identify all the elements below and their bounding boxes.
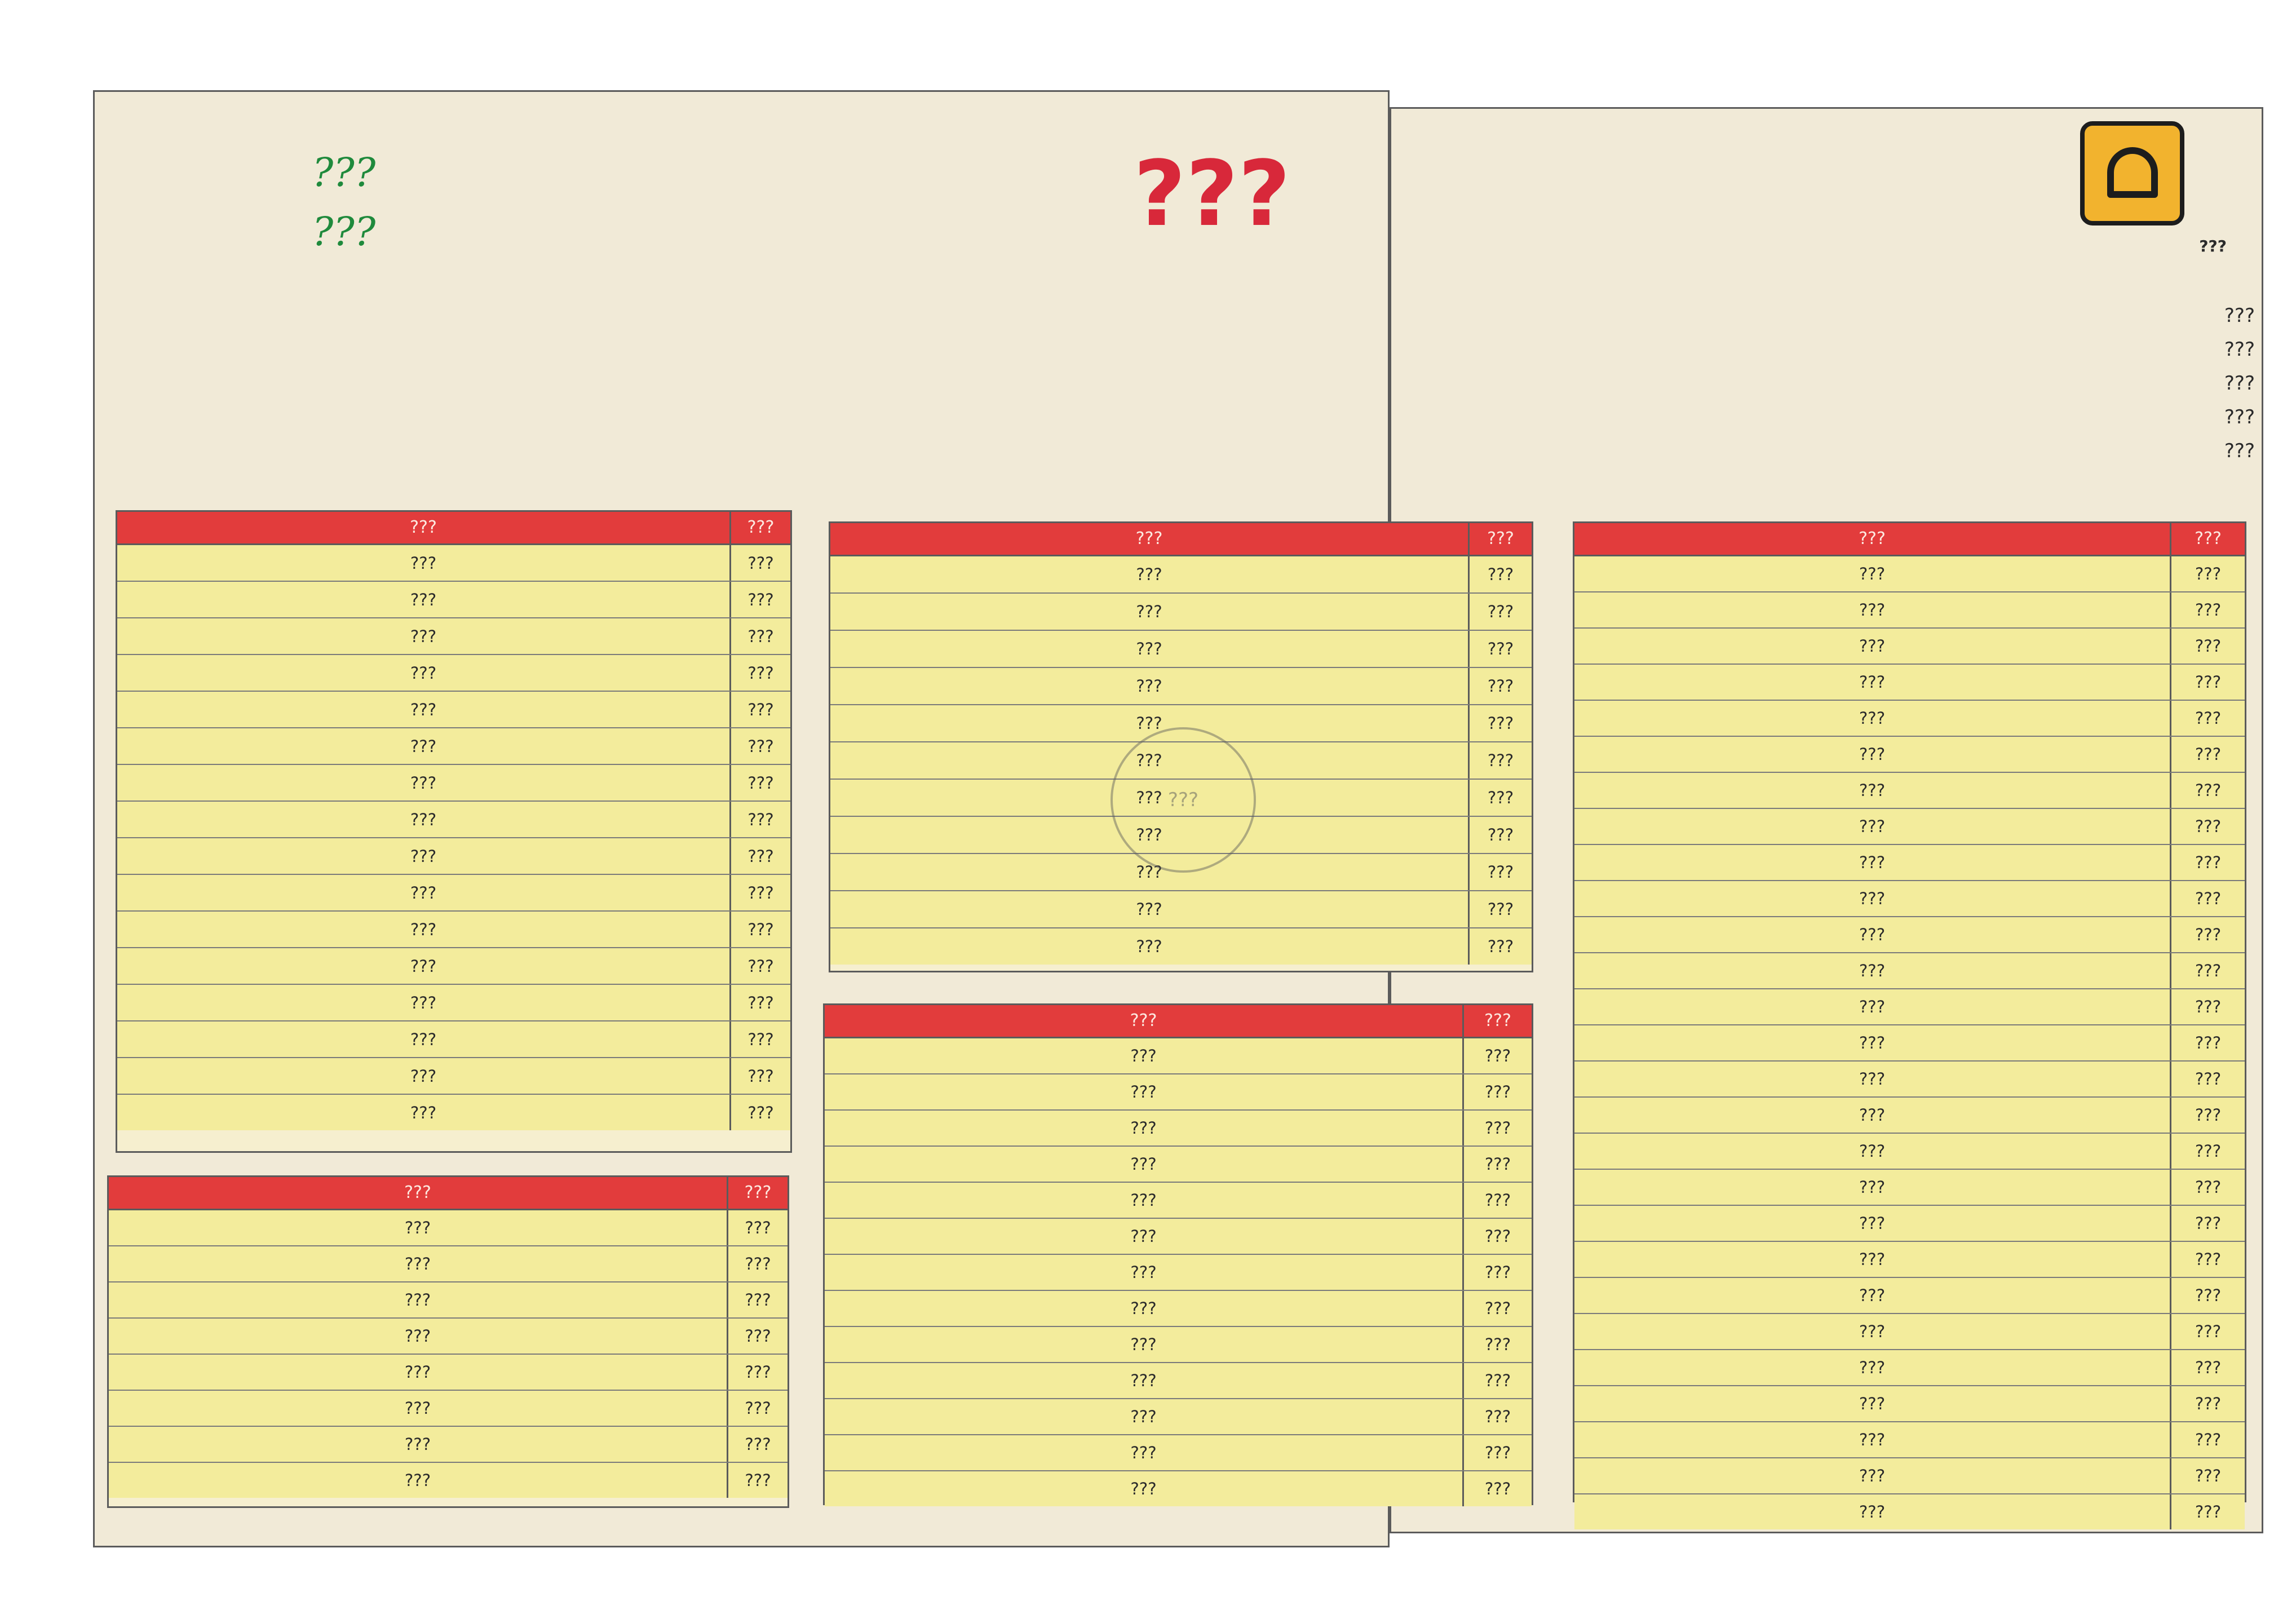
row-num-cell: ??? [1468, 928, 1532, 965]
row-num-cell: ??? [2170, 665, 2245, 700]
table-row [1574, 629, 2245, 665]
row-num-cell: ??? [2170, 1458, 2245, 1493]
items-table-left-top [116, 510, 792, 1153]
row-num-cell: ??? [2170, 1386, 2245, 1421]
row-num-cell: ??? [2170, 1206, 2245, 1241]
table-row [825, 1363, 1532, 1399]
row-num-cell: ??? [2170, 1170, 2245, 1205]
row-num-cell: ??? [2170, 1314, 2245, 1349]
table-row [830, 891, 1532, 928]
table-row [1574, 592, 2245, 629]
row-desc-cell: ??? [1136, 714, 1162, 733]
items-table-middle-bottom [823, 1003, 1533, 1505]
row-desc-cell: ??? [410, 590, 437, 609]
row-desc-cell: ??? [410, 919, 437, 939]
table-row [1574, 1134, 2245, 1170]
header-desc-cell: ??? [410, 518, 437, 537]
row-desc-cell: ??? [1859, 817, 1886, 836]
header-desc-cell: ??? [1130, 1011, 1157, 1031]
row-desc-cell: ??? [1859, 889, 1886, 908]
row-desc-cell: ??? [1859, 1502, 1886, 1522]
row-num-cell: ??? [1462, 1363, 1532, 1398]
row-num-cell: ??? [729, 912, 790, 947]
row-num-cell: ??? [1462, 1074, 1532, 1109]
table-row [830, 928, 1532, 965]
row-desc-cell: ??? [1136, 602, 1162, 621]
table-row [1574, 809, 2245, 845]
row-desc-cell: ??? [1130, 1299, 1157, 1318]
row-num-cell: ??? [2170, 1025, 2245, 1060]
row-desc-cell: ??? [1136, 676, 1162, 696]
row-desc-cell: ??? [410, 1103, 437, 1122]
page-title: ??? [1133, 141, 1291, 246]
table-row [117, 948, 790, 985]
row-desc-cell: ??? [1859, 853, 1886, 872]
table-row [1574, 1458, 2245, 1494]
row-desc-cell: ??? [1130, 1046, 1157, 1065]
row-desc-cell: ??? [1130, 1118, 1157, 1138]
row-desc-cell: ??? [1859, 997, 1886, 1016]
row-desc-cell: ??? [1130, 1443, 1157, 1462]
table-row [825, 1435, 1532, 1471]
row-num-cell: ??? [2170, 1494, 2245, 1529]
row-num-cell: ??? [729, 618, 790, 654]
table-row [117, 912, 790, 948]
row-num-cell: ??? [729, 802, 790, 837]
table-row [1574, 989, 2245, 1025]
row-num-cell: ??? [2170, 1134, 2245, 1169]
row-num-cell: ??? [1468, 854, 1532, 890]
table-header [830, 523, 1532, 556]
table-row [1574, 881, 2245, 917]
slogan-line-2: ??? [312, 209, 376, 255]
table-row [825, 1038, 1532, 1074]
table-row [1574, 917, 2245, 953]
table-row [117, 655, 790, 692]
row-num-cell: ??? [2170, 1350, 2245, 1385]
row-desc-cell: ??? [410, 993, 437, 1012]
table-row [109, 1282, 788, 1319]
row-desc-cell: ??? [1130, 1407, 1157, 1426]
table-row [825, 1291, 1532, 1327]
table-row [830, 556, 1532, 594]
table-row [109, 1463, 788, 1498]
table-row [109, 1427, 788, 1463]
metro-logo-icon [2107, 147, 2158, 198]
slogan-line-1: ??? [312, 149, 376, 196]
row-desc-cell: ??? [1859, 673, 1886, 692]
table-row [117, 1058, 790, 1095]
row-desc-cell: ??? [1859, 781, 1886, 800]
table-row [1574, 1422, 2245, 1458]
row-desc-cell: ??? [1130, 1371, 1157, 1390]
table-row [825, 1147, 1532, 1183]
row-desc-cell: ??? [410, 736, 437, 756]
table-row [117, 1095, 790, 1130]
row-desc-cell: ??? [1136, 863, 1162, 882]
row-num-cell: ??? [727, 1427, 788, 1462]
row-desc-cell: ??? [1859, 1322, 1886, 1341]
header-desc-cell: ??? [1135, 529, 1163, 549]
table-row [1574, 1206, 2245, 1242]
row-desc-cell: ??? [1859, 1105, 1886, 1125]
row-desc-cell: ??? [410, 626, 437, 646]
row-num-cell: ??? [729, 875, 790, 910]
row-desc-cell: ??? [1859, 1286, 1886, 1305]
table-row [117, 985, 790, 1021]
table-row [1574, 1170, 2245, 1206]
table-row [117, 545, 790, 582]
row-num-cell: ??? [2170, 1062, 2245, 1096]
items-table-left-bottom [107, 1175, 789, 1508]
row-desc-cell: ??? [404, 1290, 431, 1310]
table-row [109, 1210, 788, 1246]
company-name: ??? [2199, 237, 2227, 255]
table-row [1574, 1025, 2245, 1062]
row-desc-cell: ??? [404, 1218, 431, 1237]
row-desc-cell: ??? [1859, 1466, 1886, 1485]
header-num-cell: ??? [2170, 523, 2245, 555]
table-row [109, 1391, 788, 1427]
row-num-cell: ??? [1462, 1471, 1532, 1506]
watermark-stamp: ??? [1111, 727, 1256, 873]
row-desc-cell: ??? [410, 1066, 437, 1086]
row-num-cell: ??? [2170, 917, 2245, 952]
items-table-right [1573, 521, 2246, 1522]
row-desc-cell: ??? [1130, 1479, 1157, 1498]
row-desc-cell: ??? [1859, 1250, 1886, 1269]
row-desc-cell: ??? [1130, 1082, 1157, 1102]
table-row [1574, 556, 2245, 592]
table-row [1574, 845, 2245, 881]
row-num-cell: ??? [2170, 953, 2245, 988]
table-row [825, 1327, 1532, 1363]
row-desc-cell: ??? [1136, 937, 1162, 956]
row-desc-cell: ??? [410, 846, 437, 866]
intro-line-4: ??? [2224, 406, 2255, 428]
table-row [1574, 1062, 2245, 1098]
table-row [830, 631, 1532, 668]
row-num-cell: ??? [729, 1058, 790, 1094]
table-row [825, 1111, 1532, 1147]
table-row [825, 1219, 1532, 1255]
table-row [825, 1183, 1532, 1219]
row-desc-cell: ??? [1859, 925, 1886, 944]
row-desc-cell: ??? [1859, 1430, 1886, 1449]
row-desc-cell: ??? [1859, 1142, 1886, 1161]
row-num-cell: ??? [1468, 594, 1532, 630]
row-num-cell: ??? [1468, 668, 1532, 704]
header-num-cell: ??? [1462, 1005, 1532, 1037]
table-row [1574, 953, 2245, 989]
row-desc-cell: ??? [1859, 564, 1886, 583]
table-row [117, 618, 790, 655]
row-num-cell: ??? [729, 582, 790, 617]
row-num-cell: ??? [727, 1282, 788, 1317]
row-num-cell: ??? [2170, 989, 2245, 1024]
table-row [1574, 737, 2245, 773]
intro-line-5: ??? [2224, 440, 2255, 462]
row-num-cell: ??? [2170, 592, 2245, 627]
row-num-cell: ??? [1468, 742, 1532, 779]
header-desc-cell: ??? [404, 1183, 431, 1202]
row-desc-cell: ??? [1859, 709, 1886, 728]
row-desc-cell: ??? [1130, 1263, 1157, 1282]
row-desc-cell: ??? [1859, 1358, 1886, 1377]
row-num-cell: ??? [729, 692, 790, 727]
table-row [117, 582, 790, 618]
row-num-cell: ??? [1462, 1399, 1532, 1434]
table-header [117, 512, 790, 545]
row-num-cell: ??? [1462, 1111, 1532, 1146]
header-num-cell: ??? [1468, 523, 1532, 555]
header-num-cell: ??? [727, 1177, 788, 1209]
row-num-cell: ??? [2170, 845, 2245, 880]
row-num-cell: ??? [729, 1021, 790, 1057]
row-num-cell: ??? [2170, 1422, 2245, 1457]
row-desc-cell: ??? [410, 810, 437, 829]
row-desc-cell: ??? [1859, 1033, 1886, 1052]
table-row [1574, 773, 2245, 809]
intro-line-3: ??? [2224, 372, 2255, 395]
header-desc-cell: ??? [1859, 529, 1886, 549]
table-header [1574, 523, 2245, 556]
row-desc-cell: ??? [1136, 825, 1162, 844]
row-desc-cell: ??? [404, 1254, 431, 1273]
row-desc-cell: ??? [1130, 1227, 1157, 1246]
row-desc-cell: ??? [404, 1399, 431, 1418]
header-num-cell: ??? [729, 512, 790, 543]
row-num-cell: ??? [2170, 1242, 2245, 1277]
row-num-cell: ??? [729, 765, 790, 800]
table-row [1574, 1386, 2245, 1422]
metro-logo [2080, 121, 2184, 225]
intro-line-2: ??? [2224, 338, 2255, 361]
table-row [1574, 701, 2245, 737]
row-num-cell: ??? [2170, 809, 2245, 844]
row-num-cell: ??? [1468, 705, 1532, 741]
row-num-cell: ??? [729, 728, 790, 764]
table-row [109, 1319, 788, 1355]
row-desc-cell: ??? [1859, 1178, 1886, 1197]
table-row [117, 1021, 790, 1058]
table-row [1574, 1314, 2245, 1350]
row-num-cell: ??? [1462, 1147, 1532, 1182]
table-row [825, 1471, 1532, 1506]
row-num-cell: ??? [1462, 1435, 1532, 1470]
row-num-cell: ??? [1468, 556, 1532, 592]
row-num-cell: ??? [2170, 556, 2245, 591]
table-row [117, 838, 790, 875]
row-desc-cell: ??? [410, 883, 437, 903]
row-desc-cell: ??? [1136, 751, 1162, 770]
table-row [1574, 665, 2245, 701]
row-num-cell: ??? [729, 838, 790, 874]
row-num-cell: ??? [727, 1355, 788, 1390]
table-row [117, 728, 790, 765]
row-num-cell: ??? [1468, 817, 1532, 853]
table-row [830, 668, 1532, 705]
row-desc-cell: ??? [1859, 600, 1886, 620]
row-num-cell: ??? [1462, 1183, 1532, 1218]
table-row [1574, 1350, 2245, 1386]
table-row [117, 802, 790, 838]
table-row [830, 594, 1532, 631]
row-num-cell: ??? [2170, 1098, 2245, 1133]
row-desc-cell: ??? [1859, 745, 1886, 764]
row-desc-cell: ??? [1859, 961, 1886, 980]
table-row [117, 765, 790, 802]
intro-line-1: ??? [2224, 304, 2255, 327]
table-row [117, 692, 790, 728]
table-row [1574, 1242, 2245, 1278]
row-desc-cell: ??? [410, 663, 437, 683]
row-desc-cell: ??? [410, 700, 437, 719]
table-row [1574, 1494, 2245, 1529]
row-num-cell: ??? [2170, 701, 2245, 736]
row-num-cell: ??? [2170, 629, 2245, 664]
table-row [117, 875, 790, 912]
row-desc-cell: ??? [1859, 1394, 1886, 1413]
row-num-cell: ??? [727, 1246, 788, 1281]
row-num-cell: ??? [1462, 1255, 1532, 1290]
row-desc-cell: ??? [1136, 565, 1162, 584]
table-header [825, 1005, 1532, 1038]
row-desc-cell: ??? [1136, 788, 1162, 807]
row-num-cell: ??? [729, 948, 790, 984]
row-desc-cell: ??? [1130, 1191, 1157, 1210]
row-desc-cell: ??? [410, 773, 437, 793]
row-num-cell: ??? [1462, 1219, 1532, 1254]
table-row [825, 1074, 1532, 1111]
table-row [1574, 1098, 2245, 1134]
table-header [109, 1177, 788, 1210]
row-desc-cell: ??? [404, 1363, 431, 1382]
row-num-cell: ??? [727, 1319, 788, 1354]
row-desc-cell: ??? [1130, 1335, 1157, 1354]
row-num-cell: ??? [727, 1210, 788, 1245]
row-num-cell: ??? [2170, 773, 2245, 808]
row-desc-cell: ??? [1136, 900, 1162, 919]
row-desc-cell: ??? [404, 1435, 431, 1454]
row-desc-cell: ??? [404, 1471, 431, 1490]
row-num-cell: ??? [2170, 737, 2245, 772]
row-desc-cell: ??? [1859, 636, 1886, 656]
table-row [109, 1355, 788, 1391]
row-num-cell: ??? [1462, 1291, 1532, 1326]
row-num-cell: ??? [727, 1463, 788, 1498]
row-num-cell: ??? [729, 1095, 790, 1130]
row-num-cell: ??? [727, 1391, 788, 1426]
row-num-cell: ??? [1468, 891, 1532, 927]
row-desc-cell: ??? [404, 1326, 431, 1346]
row-num-cell: ??? [2170, 1278, 2245, 1313]
row-num-cell: ??? [1468, 780, 1532, 816]
row-desc-cell: ??? [1130, 1155, 1157, 1174]
row-num-cell: ??? [729, 545, 790, 581]
row-desc-cell: ??? [410, 956, 437, 976]
row-desc-cell: ??? [410, 553, 437, 573]
table-row [109, 1246, 788, 1282]
row-desc-cell: ??? [1859, 1069, 1886, 1089]
row-num-cell: ??? [1462, 1038, 1532, 1073]
row-num-cell: ??? [1462, 1327, 1532, 1362]
table-row [825, 1255, 1532, 1291]
row-num-cell: ??? [729, 655, 790, 691]
row-num-cell: ??? [729, 985, 790, 1020]
table-row [825, 1399, 1532, 1435]
row-desc-cell: ??? [410, 1029, 437, 1049]
table-row [1574, 1278, 2245, 1314]
row-num-cell: ??? [2170, 881, 2245, 916]
row-desc-cell: ??? [1136, 639, 1162, 658]
row-num-cell: ??? [1468, 631, 1532, 667]
row-desc-cell: ??? [1859, 1214, 1886, 1233]
